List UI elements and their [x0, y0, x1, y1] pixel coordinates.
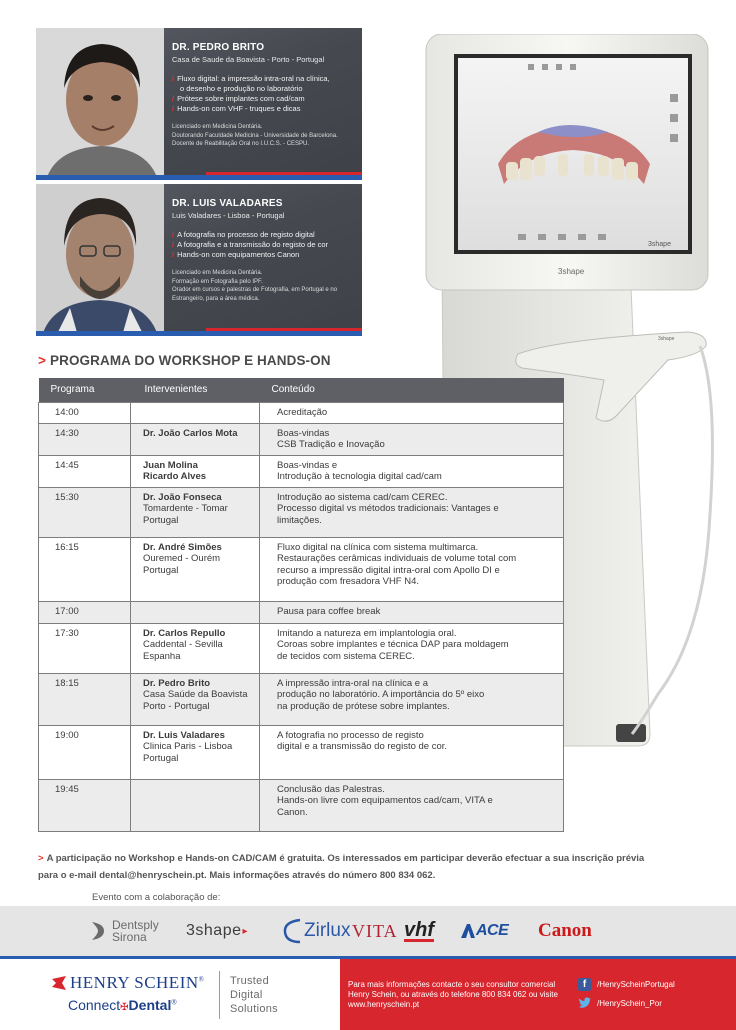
table-row	[39, 402, 564, 423]
sponsor-logos	[0, 906, 736, 956]
table-row	[39, 455, 564, 487]
row-content: A fotografia no processo de registo digital e a transmissão do registo de cor.	[260, 725, 564, 779]
speaker-info	[172, 42, 356, 149]
table-row	[39, 725, 564, 779]
speaker-card-pedro-brito	[36, 28, 362, 180]
speaker-topics	[172, 74, 356, 114]
schedule-table	[38, 378, 564, 832]
row-content: Fluxo digital na clínica com sistema multimarca. Restaurações cerâmicas individuais de volume total com recurso a impressão digital intra-oral com Apollo DI e produção com fresadora VHF N4.	[260, 537, 564, 601]
speaker-info	[172, 198, 356, 303]
footer-contact	[340, 959, 736, 1030]
speaker-name: DR. PEDRO BRITO	[172, 42, 265, 53]
speaker-place: Casa de Saude da Boavista - Porto - Portugal	[172, 55, 325, 64]
row-speakers: Juan Molina Ricardo Alves	[131, 455, 260, 487]
row-time: 17:30	[39, 623, 131, 673]
row-time: 14:45	[39, 455, 131, 487]
facebook-link[interactable]: f /HenryScheinPortugal	[578, 978, 675, 991]
speaker-topics	[172, 230, 356, 260]
row-speakers	[131, 402, 260, 423]
topic-item: / Fluxo digital: a impressão intra-oral na clínica,	[172, 74, 330, 83]
vhf-logo: vhf	[404, 918, 434, 941]
program-title: > PROGRAMA DO WORKSHOP E HANDS-ON	[38, 353, 331, 368]
speaker-name: DR. LUIS VALADARES	[172, 198, 283, 209]
row-content: Pausa para coffee break	[260, 601, 564, 623]
row-speakers	[131, 601, 260, 623]
zirlux-logo: Zirlux	[282, 906, 350, 956]
henry-schein-star-icon	[52, 976, 66, 990]
column-header-content: Conteúdo	[260, 378, 564, 402]
table-row	[39, 601, 564, 623]
screen-brand: 3shape	[648, 241, 671, 248]
row-speakers: Dr. João Carlos Mota	[131, 423, 260, 455]
twitter-link[interactable]: /HenrySchein_Por	[578, 997, 675, 1010]
speaker-bio: Licenciado em Medicina Dentária. Doutorando Faculdade Medicina - Universidade de Barcelona. Docente de Reabilitação Oral no I.U.C.S. - CESPU.	[172, 124, 338, 147]
scanner-brand: 3shape	[658, 336, 675, 342]
column-header-program: Programa	[39, 378, 131, 402]
topic-item: / Prótese sobre implantes com cad/cam	[172, 94, 305, 103]
ace-logo: ACE	[460, 906, 508, 956]
row-speakers: Dr. André Simões Ouremed - Ourém Portugal	[131, 537, 260, 601]
table-row	[39, 779, 564, 831]
topic-item: / Hands-on com VHF - truques e dicas	[172, 104, 301, 113]
trusted-tagline: Trusted Digital Solutions	[230, 975, 278, 1015]
row-time: 17:00	[39, 601, 131, 623]
row-content: Boas-vindas e Introdução à tecnologia digital cad/cam	[260, 455, 564, 487]
participation-note: > A participação no Workshop e Hands-on CAD/CAM é gratuita. Os interessados em participar deverão efectuar a sua inscrição prévia para o e-mail dental@henryschein.pt. Mais informações através do número 800 834 062.	[38, 853, 645, 881]
monitor-brand: 3shape	[558, 267, 585, 276]
canon-logo: Canon	[538, 920, 592, 941]
topic-item: / A fotografia e a transmissão do registo de cor	[172, 240, 329, 249]
table-row	[39, 487, 564, 537]
logo-divider	[219, 971, 220, 1019]
facebook-icon: f	[578, 978, 591, 991]
henry-schein-logo: HENRY SCHEIN®	[52, 973, 204, 993]
table-row	[39, 423, 564, 455]
dentsply-icon	[90, 920, 106, 942]
triangle-icon: ▸	[242, 925, 249, 937]
row-content: Introdução ao sistema cad/cam CEREC. Processo digital vs métodos tradicionais: Vantages e limitações.	[260, 487, 564, 537]
dentsply-sirona-logo: Dentsply Sirona	[90, 906, 159, 956]
row-time: 14:00	[39, 402, 131, 423]
row-speakers: Dr. Pedro Brito Casa Saúde da Boavista Porto - Portugal	[131, 673, 260, 725]
blue-stripe	[36, 175, 362, 180]
speaker-photo	[36, 184, 164, 336]
row-time: 19:00	[39, 725, 131, 779]
contact-text: Para mais informações contacte o seu consultor comercial Henry Schein, ou através do telefone 800 834 062 ou visite www.henryschein.pt	[348, 980, 558, 1009]
row-time: 14:30	[39, 423, 131, 455]
vita-logo: VITA	[352, 920, 398, 941]
row-content: Imitando a natureza em implantologia oral. Coroas sobre implantes e técnica DAP para moldagem de tecidos com sistema CEREC.	[260, 623, 564, 673]
twitter-icon	[578, 997, 591, 1010]
row-time: 18:15	[39, 673, 131, 725]
table-header-row	[39, 378, 564, 402]
social-links	[578, 978, 675, 1016]
row-content: Acreditação	[260, 402, 564, 423]
speaker-bio: Licenciado em Medicina Dentária. Formação em Fotografia pelo IPF. Orador em cursos e palestras de Fotografia, em Portugal e no Estrangeiro, para a área médica.	[172, 270, 338, 302]
row-content: Boas-vindas CSB Tradição e Inovação	[260, 423, 564, 455]
ace-mark-icon	[460, 923, 476, 939]
table-row	[39, 537, 564, 601]
row-time: 15:30	[39, 487, 131, 537]
topic-item: / A fotografia no processo de registo digital	[172, 230, 315, 239]
speaker-place: Luis Valadares - Lisboa - Portugal	[172, 211, 285, 220]
row-speakers: Dr. Carlos Repullo Caddental - Sevilla Espanha	[131, 623, 260, 673]
row-speakers	[131, 779, 260, 831]
connect-dental-logo: Connect✠Dental®	[68, 997, 177, 1013]
3shape-logo: 3shape ▸	[186, 922, 249, 939]
table-row	[39, 673, 564, 725]
topic-item: / Hands-on com equipamentos Canon	[172, 250, 300, 259]
blue-stripe	[36, 331, 362, 336]
table-row	[39, 623, 564, 673]
row-speakers: Dr. João Fonseca Tomardente - Tomar Portugal	[131, 487, 260, 537]
speaker-photo	[36, 28, 164, 180]
row-time: 19:45	[39, 779, 131, 831]
row-speakers: Dr. Luis Valadares Clinica Paris - Lisboa Portugal	[131, 725, 260, 779]
footer-brand	[0, 959, 340, 1030]
column-header-speakers: Intervenientes	[131, 378, 260, 402]
row-time: 16:15	[39, 537, 131, 601]
zirlux-swirl-icon	[282, 916, 304, 946]
collaboration-label: Evento com a colaboração de:	[92, 892, 221, 903]
row-content: Conclusão das Palestras. Hands-on livre com equipamentos cad/cam, VITA e Canon.	[260, 779, 564, 831]
topic-item: o desenho e produção no laboratório	[180, 84, 303, 93]
speaker-card-luis-valadares	[36, 184, 362, 336]
row-content: A impressão intra-oral na clínica e a produção no laboratório. A importância do 5º eixo na produção de prótese sobre implantes.	[260, 673, 564, 725]
